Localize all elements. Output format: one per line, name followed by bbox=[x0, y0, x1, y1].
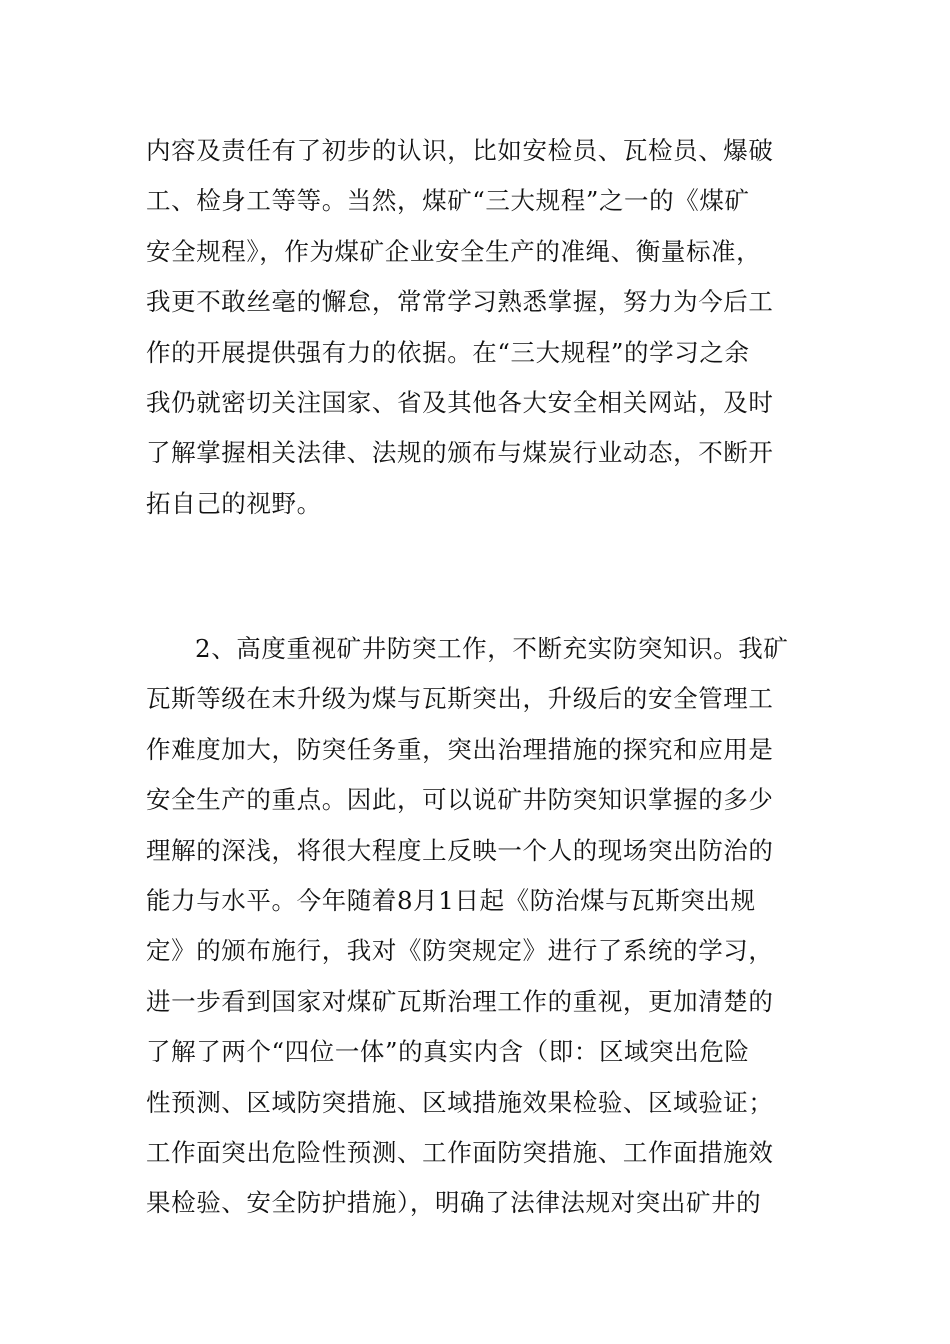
text-line: 工、检身工等等。当然，煤矿“三大规程”之一的《煤矿 bbox=[146, 186, 750, 216]
text-line: 果检验、安全防护措施），明确了法律法规对突出矿井的 bbox=[146, 1188, 762, 1218]
text-line: 我更不敢丝毫的懈怠，常常学习熟悉掌握，努力为今后工 bbox=[146, 287, 774, 317]
text-line: 了解了两个“四位一体”的真实内含（即：区域突出危险 bbox=[146, 1037, 750, 1067]
text-line: 作难度加大，防突任务重，突出治理措施的探究和应用是 bbox=[146, 734, 774, 764]
text-line: 我仍就密切关注国家、省及其他各大安全相关网站，及时 bbox=[146, 387, 774, 417]
text-line: 工作面突出危险性预测、工作面防突措施、工作面措施效 bbox=[146, 1137, 774, 1167]
paragraph-1 bbox=[146, 126, 810, 529]
text-line: 安全生产的重点。因此，可以说矿井防突知识掌握的多少 bbox=[146, 785, 774, 815]
text-line: 性预测、区域防突措施、区域措施效果检验、区域验证； bbox=[146, 1087, 774, 1117]
text-line-first: 2、高度重视矿井防突工作，不断充实防突知识。我矿 bbox=[195, 634, 789, 663]
text-line: 瓦斯等级在末升级为煤与瓦斯突出，升级后的安全管理工 bbox=[146, 684, 774, 714]
text-line: 进一步看到国家对煤矿瓦斯治理工作的重视，更加清楚的 bbox=[146, 986, 774, 1016]
text-line: 作的开展提供强有力的依据。在“三大规程”的学习之余 bbox=[146, 337, 750, 367]
text-line: 定》的颁布施行，我对《防突规定》进行了系统的学习， bbox=[146, 936, 774, 966]
text-line: 理解的深浅，将很大程度上反映一个人的现场突出防治的 bbox=[146, 835, 774, 865]
text-line: 安全规程》，作为煤矿企业安全生产的准绳、衡量标准， bbox=[146, 236, 762, 266]
text-line: 能力与水平。今年随着8月1日起《防治煤与瓦斯突出规 bbox=[146, 885, 756, 915]
text-line: 内容及责任有了初步的认识，比如安检员、瓦检员、爆破 bbox=[146, 136, 774, 165]
text-line: 了解掌握相关法律、法规的颁布与煤炭行业动态，不断开 bbox=[146, 438, 774, 468]
text-line: 拓自己的视野。 bbox=[146, 488, 322, 518]
paragraph-2 bbox=[146, 624, 810, 1229]
